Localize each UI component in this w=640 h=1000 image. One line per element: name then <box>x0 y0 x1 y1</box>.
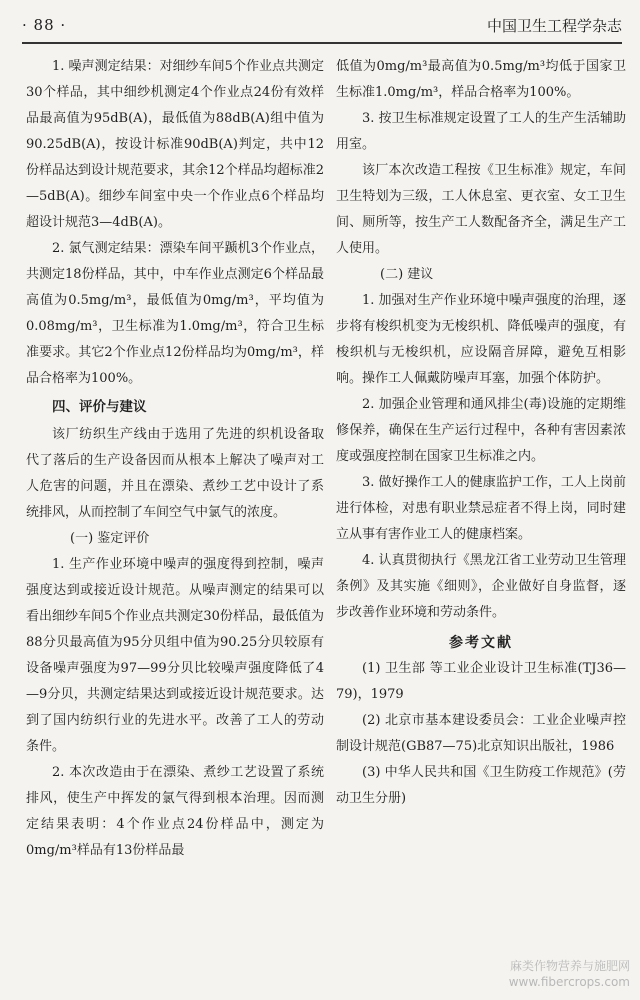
paragraph: 4. 认真贯彻执行《黑龙江省工业劳动卫生管理条例》及其实施《细则》，企业做好自身监督，逐步改善作业环境和劳动条件。 <box>336 553 626 620</box>
watermark-url: www.fibercrops.com <box>508 975 630 989</box>
journal-name: 中国卫生工程学杂志 <box>486 16 622 35</box>
paragraph: 3. 做好操作工人的健康监护工作，工人上岗前进行体检，对患有职业禁忌症者不得上岗，同时建立从事有害作业工人的健康档案。 <box>336 475 626 542</box>
subsection-heading: (二) 建议 <box>380 267 434 282</box>
page-number: · 88 · <box>22 16 67 34</box>
section-heading: 四、评价与建议 <box>52 399 147 415</box>
paragraph: 3. 按卫生标准规定设置了工人的生产生活辅助用室。 <box>336 111 626 152</box>
paragraph: 2. 氯气测定结果：漂染车间平踬机3个作业点，共测定18份样品，其中，中车作业点测定6个样品最高值为0.5mg/m³，最低值为0mg/m³，平均值为0.08mg/m³，卫生标准为1.0mg/m³，符合卫生标准要求。其它2个作业点12份样品均为0mg/m³，样品合格率为100%。 <box>26 241 324 386</box>
watermark-title: 麻类作物营养与施肥网 <box>509 959 630 973</box>
subsection-heading: (一) 鉴定评价 <box>70 531 150 546</box>
reference-item: (3) 中华人民共和国《卫生防疫工作规范》(劳动卫生分册) <box>336 765 626 806</box>
paragraph: 1. 生产作业环境中噪声的强度得到控制，噪声强度达到或接近设计规范。从噪声测定的结果可以看出细纱车间5个作业点共测定30份样品，最低值为88分贝最高值为95分贝组中值为90.25分贝较原有设备噪声强度为97—99分贝比较噪声强度降低了4—9分贝，共测定结果达到或接近设计规范要求。达到了国内纺织行业的先进水平。改善了工人的劳动条件。 <box>26 557 324 754</box>
reference-item: (1) 卫生部 等工业企业设计卫生标准(TJ36—79)，1979 <box>336 661 626 702</box>
paragraph: 2. 本次改造由于在漂染、煮纱工艺设置了系统排风，使生产中挥发的氯气得到根本治理。因而测定结果表明：4个作业点24份样品中，测定为0mg/m³样品有13份样品最 <box>26 765 324 858</box>
paragraph: 2. 加强企业管理和通风排尘(毒)设施的定期维修保养，确保在生产运行过程中，各种有害因素浓度或强度控制在国家卫生标准之内。 <box>336 397 626 464</box>
page-header <box>22 8 622 44</box>
paragraph: 该厂纺织生产线由于选用了先进的织机设备取代了落后的生产设备因而从根本上解决了噪声对工人危害的问题，并且在漂染、煮纱工艺中设计了系统排风，从而控制了车间空气中氯气的浓度。 <box>26 427 324 520</box>
paragraph: 该厂本次改造工程按《卫生标准》规定，车间卫生特划为三级，工人休息室、更衣室、女工卫生间、厕所等，按生产工人数配备齐全，满足生产工人使用。 <box>336 163 626 256</box>
right-column <box>336 54 626 812</box>
left-column <box>26 54 324 864</box>
paragraph: 低值为0mg/m³最高值为0.5mg/m³均低于国家卫生标准1.0mg/m³，样品合格率为100%。 <box>336 59 626 100</box>
references-title: 参考文献 <box>449 635 513 651</box>
reference-item: (2) 北京市基本建设委员会：工业企业噪声控制设计规范(GB87—75)北京知识出版社，1986 <box>336 713 626 754</box>
watermark <box>509 958 630 990</box>
paragraph: 1. 噪声测定结果：对细纱车间5个作业点共测定30个样品，其中细纱机测定4个作业点24份有效样品最高值为95dB(A)，最低值为88dB(A)组中值为90.25dB(A)，按设计标准90dB(A)判定，共中12份样品达到设计规范要求，其余12个样品均超标准2—5dB(A)。细纱车间室中央一个作业点6个样品均超设计规范3—4dB(A)。 <box>26 59 324 230</box>
paragraph: 1. 加强对生产作业环境中噪声强度的治理，逐步将有梭织机变为无梭织机、降低噪声的强度，有梭织机与无梭织机，应设隔音屏障，避免互相影响。操作工人佩戴防噪声耳塞，加强个体防护。 <box>336 293 626 386</box>
